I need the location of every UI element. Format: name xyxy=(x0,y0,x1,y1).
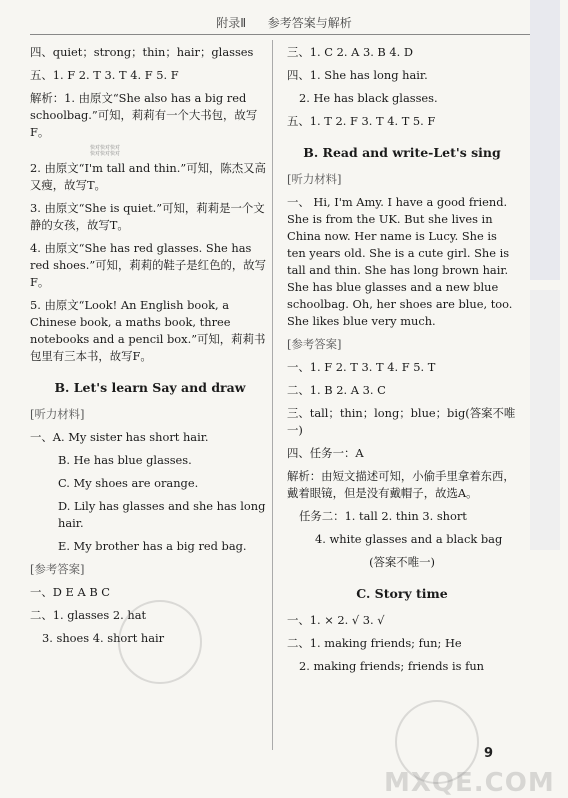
reference-answer-label: [参考答案] xyxy=(287,337,342,351)
answer-line: 二、1. making friends; fun; He xyxy=(287,636,462,650)
analysis-text: 解析：由短文描述可知，小偷手里拿着东西，戴着眼镜，但是没有戴帽子，故选A。 xyxy=(287,469,515,500)
right-column xyxy=(287,44,517,681)
page-number: 9 xyxy=(484,746,494,761)
analysis-text: 5. 由原文“Look! An English book, a Chinese book, a maths book, three notebooks and a pencil box.”可知，莉莉书包里有三本书，故写F。 xyxy=(30,298,266,363)
answer-note: (答案不唯一) xyxy=(369,555,435,569)
analysis-text: 解析：1. 由原文“She also has a big red schoolbag.”可知，莉莉有一个大书包，故写F。 xyxy=(30,91,258,139)
left-column xyxy=(30,44,270,653)
answer-line: 一、1. × 2. √ 3. √ xyxy=(287,613,385,627)
analysis-text: 2. 由原文“I'm tall and thin.”可知，陈杰又高又瘦，故写T。 xyxy=(30,161,266,192)
listening-passage: 一、 Hi, I'm Amy. I have a good friend. She is from the UK. But she lives in China now. Her name is Lucy. She is ten years old. She is a cute girl. She is tall and thin. She has long brown hair. She has blue glasses and a new blue schoolbag. Oh, her shoes are blue, too. She likes blue very much. xyxy=(287,195,513,328)
answer-line: 2. making friends; friends is fun xyxy=(299,659,484,673)
watermark-stamp xyxy=(118,600,202,684)
appendix-label: 附录Ⅱ xyxy=(216,16,247,30)
section-heading: B. Let's learn Say and draw xyxy=(54,380,246,395)
listening-material-label: [听力材料] xyxy=(30,407,85,421)
listening-material-label: [听力材料] xyxy=(287,172,342,186)
analysis-text: 4. 由原文“She has red glasses. She has red shoes.”可知，莉莉的鞋子是红色的，故写F。 xyxy=(30,241,267,289)
answer-line: 2. He has black glasses. xyxy=(299,91,438,105)
reference-answer-label: [参考答案] xyxy=(30,562,85,576)
watermark-text: MXQE.COM xyxy=(384,768,555,798)
answer-line: 三、tall；thin；long；blue；big(答案不唯一) xyxy=(287,406,516,437)
answer-line: 3. shoes 4. short hair xyxy=(42,631,165,645)
answer-line: 一、1. F 2. T 3. T 4. F 5. T xyxy=(287,360,436,374)
small-mark: 快对快对快对 快对快对快对 xyxy=(90,145,121,157)
answer-line: 三、1. C 2. A 3. B 4. D xyxy=(287,45,414,59)
side-tab xyxy=(530,0,560,280)
column-divider xyxy=(272,40,273,750)
answer-line: 五、1. F 2. T 3. T 4. F 5. F xyxy=(30,68,179,82)
side-tab-lower xyxy=(530,290,560,550)
page-header xyxy=(0,14,568,31)
answer-line: 4. white glasses and a black bag xyxy=(315,532,503,546)
header-title: 参考答案与解析 xyxy=(267,16,352,30)
section-heading: B. Read and write-Let's sing xyxy=(303,145,501,160)
listening-line: B. He has blue glasses. xyxy=(58,453,192,467)
answer-line: 四、1. She has long hair. xyxy=(287,68,428,82)
answer-line: 二、1. glasses 2. hat xyxy=(30,608,147,622)
answer-line: 四、quiet；strong；thin；hair；glasses xyxy=(30,45,254,59)
listening-line: 一、A. My sister has short hair. xyxy=(30,430,209,444)
header-rule xyxy=(30,34,540,35)
listening-line: D. Lily has glasses and she has long hair. xyxy=(58,499,266,530)
answer-line: 二、1. B 2. A 3. C xyxy=(287,383,386,397)
analysis-text: 3. 由原文“She is quiet.”可知，莉莉是一个文静的女孩，故写T。 xyxy=(30,201,265,232)
answer-line: 任务二：1. tall 2. thin 3. short xyxy=(299,509,467,523)
answer-line: 四、任务一：A xyxy=(287,446,364,460)
listening-line: C. My shoes are orange. xyxy=(58,476,199,490)
section-heading: C. Story time xyxy=(356,586,448,601)
answer-line: 五、1. T 2. F 3. T 4. T 5. F xyxy=(287,114,436,128)
listening-line: E. My brother has a big red bag. xyxy=(58,539,247,553)
answer-line: 一、D E A B C xyxy=(30,585,111,599)
